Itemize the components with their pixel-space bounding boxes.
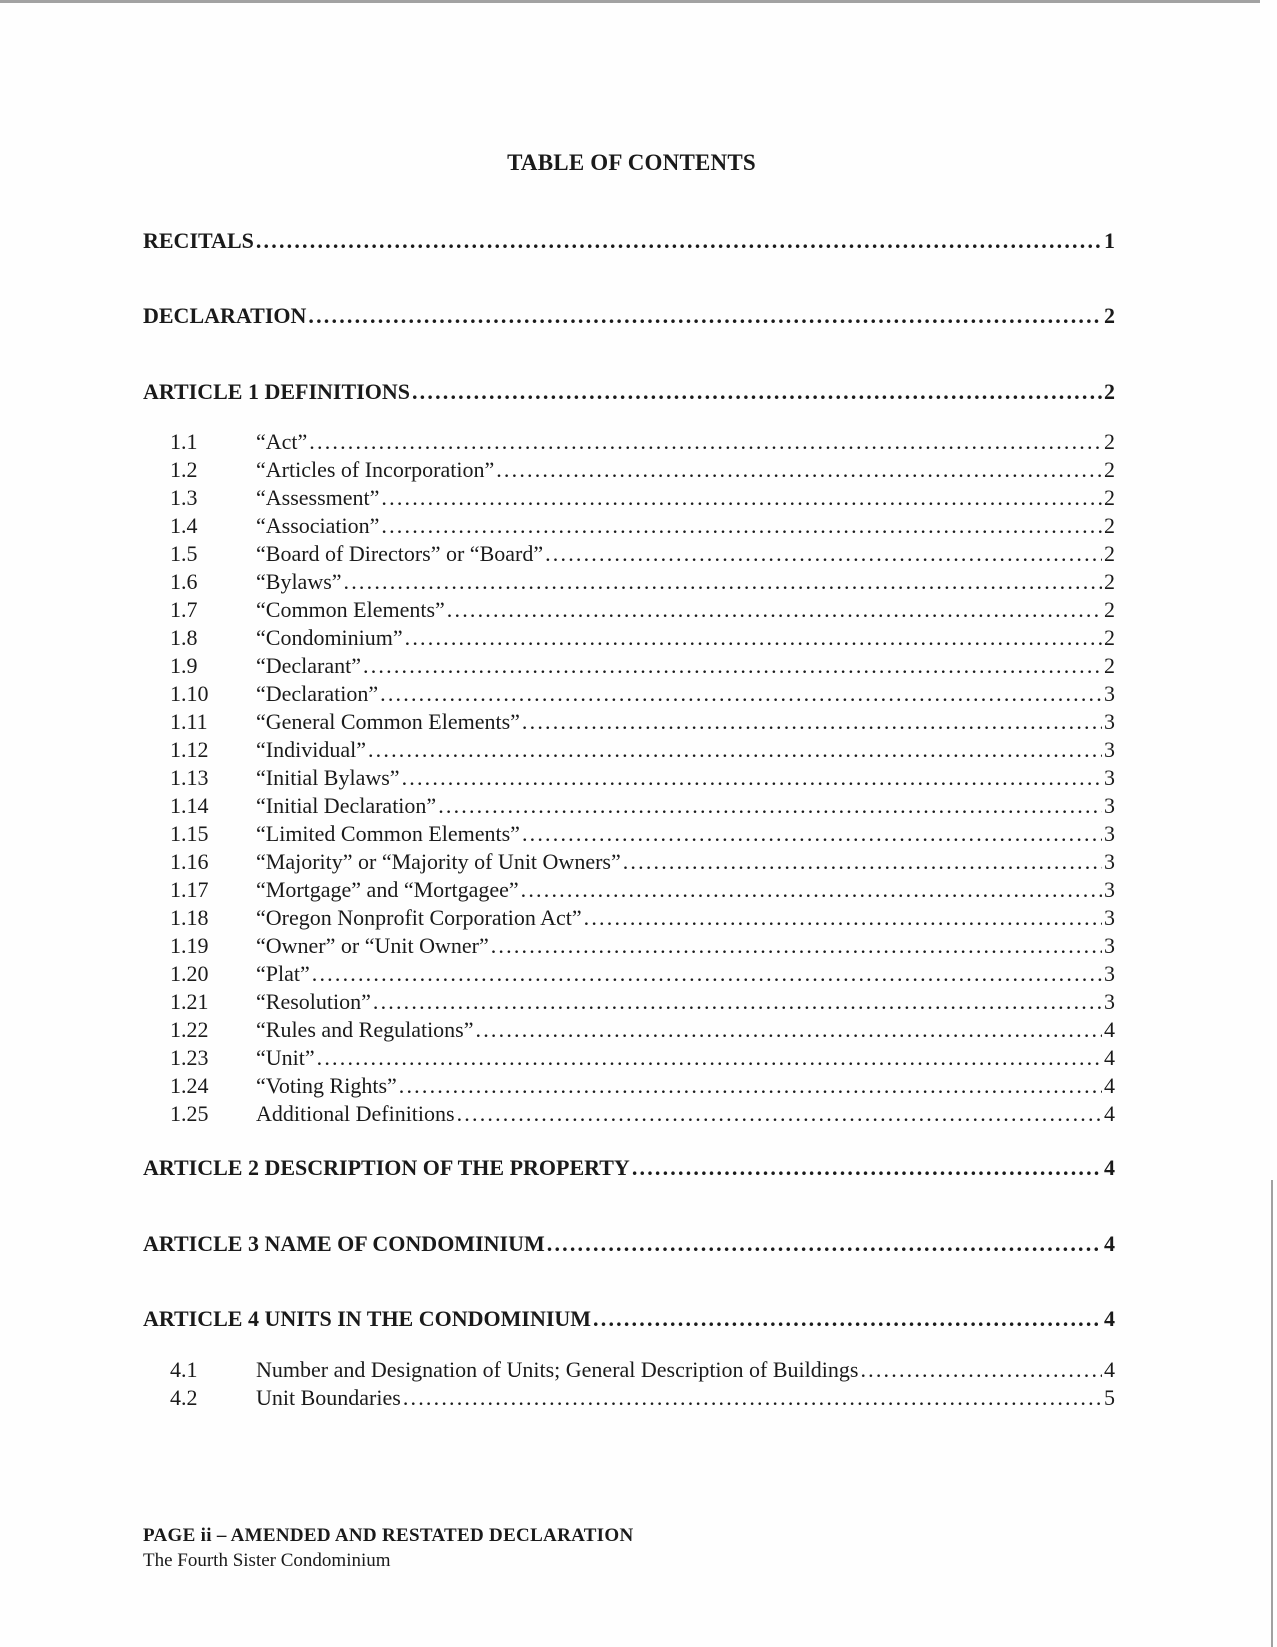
toc-page-number: 2: [1104, 457, 1115, 482]
toc-entry-number: 1.18: [170, 905, 209, 930]
toc-heading-entry: [143, 303, 1115, 329]
toc-subentry: [170, 849, 1115, 875]
toc-subentry: [170, 569, 1115, 595]
dot-leader: [317, 1045, 1102, 1071]
footer-subtitle: The Fourth Sister Condominium: [143, 1550, 391, 1571]
toc-entry-number: 1.16: [170, 849, 209, 874]
toc-subentry: [170, 905, 1115, 931]
toc-entry-label: “Majority” or “Majority of Unit Owners”: [256, 849, 621, 874]
toc-subentry: [170, 429, 1115, 455]
toc-entry-number: 1.2: [170, 457, 198, 482]
toc-entry-label: “Resolution”: [256, 989, 371, 1014]
toc-entry-label: “Articles of Incorporation”: [256, 457, 495, 482]
toc-entry-number: 1.25: [170, 1101, 209, 1126]
toc-page-number: 2: [1104, 653, 1115, 678]
toc-entry-number: 4.2: [170, 1385, 198, 1410]
toc-entry-number: 4.1: [170, 1357, 198, 1382]
toc-subentry: [170, 1045, 1115, 1071]
toc-page-number: 2: [1104, 625, 1115, 650]
dot-leader: [309, 429, 1102, 455]
toc-entry-label: Unit Boundaries: [256, 1385, 401, 1410]
toc-entry-number: 1.3: [170, 485, 198, 510]
dot-leader: [373, 989, 1102, 1015]
toc-page-number: 4: [1104, 1101, 1115, 1126]
scan-edge-right: [1271, 1180, 1273, 1647]
dot-leader: [402, 765, 1102, 791]
toc-entry-number: 1.6: [170, 569, 198, 594]
toc-entry-label: “Bylaws”: [256, 569, 342, 594]
toc-entry-label: “Limited Common Elements”: [256, 821, 520, 846]
toc-page-number: 4: [1104, 1155, 1115, 1180]
dot-leader: [632, 1155, 1102, 1181]
toc-entry-label: “Declaration”: [256, 681, 379, 706]
toc-page-number: 2: [1104, 485, 1115, 510]
page-title: TABLE OF CONTENTS: [507, 150, 756, 175]
toc-subentry: [170, 541, 1115, 567]
toc-entry-label: “Voting Rights”: [256, 1073, 397, 1098]
toc-page-number: 3: [1104, 793, 1115, 818]
toc-entry-number: 1.8: [170, 625, 198, 650]
toc-subentry: [170, 1017, 1115, 1043]
toc-entry-label: “Plat”: [256, 961, 310, 986]
toc-page-number: 3: [1104, 765, 1115, 790]
toc-entry-label: Additional Definitions: [256, 1101, 455, 1126]
toc-entry-number: 1.24: [170, 1073, 209, 1098]
dot-leader: [623, 849, 1102, 875]
toc-entry-number: 1.17: [170, 877, 209, 902]
toc-entry-label: “Declarant”: [256, 653, 362, 678]
toc-entry-number: 1.20: [170, 961, 209, 986]
toc-page-number: 2: [1104, 303, 1115, 328]
toc-entry-number: 1.14: [170, 793, 209, 818]
dot-leader: [496, 457, 1102, 483]
dot-leader: [491, 933, 1102, 959]
dot-leader: [521, 877, 1102, 903]
toc-subentry: [170, 737, 1115, 763]
dot-leader: [438, 793, 1102, 819]
toc-subentry: [170, 1073, 1115, 1099]
toc-entry-number: 1.4: [170, 513, 198, 538]
dot-leader: [457, 1101, 1102, 1127]
toc-entry-label: “Initial Declaration”: [256, 793, 437, 818]
toc-entry-label: “Mortgage” and “Mortgagee”: [256, 877, 519, 902]
dot-leader: [381, 513, 1102, 539]
dot-leader: [399, 1073, 1102, 1099]
toc-entry-label: “Common Elements”: [256, 597, 445, 622]
toc-entry-label: RECITALS: [143, 228, 254, 253]
toc-subentry: [170, 1357, 1115, 1383]
dot-leader: [522, 821, 1102, 847]
toc-page-number: 2: [1104, 569, 1115, 594]
dot-leader: [593, 1306, 1102, 1332]
toc-heading-entry: [143, 379, 1115, 405]
toc-entry-number: 1.15: [170, 821, 209, 846]
dot-leader: [412, 379, 1102, 405]
dot-leader: [363, 653, 1102, 679]
dot-leader: [547, 1231, 1102, 1257]
toc-entry-number: 1.19: [170, 933, 209, 958]
toc-subentry: [170, 765, 1115, 791]
toc-entry-number: 1.11: [170, 709, 208, 734]
toc-entry-number: 1.10: [170, 681, 209, 706]
toc-page-number: 2: [1104, 513, 1115, 538]
toc-page-number: 3: [1104, 961, 1115, 986]
toc-heading-entry: [143, 1155, 1115, 1181]
toc-subentry: [170, 793, 1115, 819]
toc-subentry: [170, 513, 1115, 539]
toc-entry-label: “Condominium”: [256, 625, 403, 650]
toc-page-number: 3: [1104, 877, 1115, 902]
toc-entry-number: 1.23: [170, 1045, 209, 1070]
toc-entry-label: “Individual”: [256, 737, 366, 762]
dot-leader: [381, 485, 1102, 511]
toc-entry-number: 1.21: [170, 989, 209, 1014]
toc-entry-label: “Initial Bylaws”: [256, 765, 400, 790]
toc-entry-number: 1.13: [170, 765, 209, 790]
toc-entry-number: 1.5: [170, 541, 198, 566]
toc-entry-label: Number and Designation of Units; General Description of Buildings: [256, 1357, 859, 1382]
toc-entry-number: 1.9: [170, 653, 198, 678]
footer-title: PAGE ii – AMENDED AND RESTATED DECLARATION: [143, 1525, 634, 1546]
toc-page-number: 4: [1104, 1306, 1115, 1331]
dot-leader: [312, 961, 1102, 987]
dot-leader: [545, 541, 1102, 567]
toc-entry-label: “General Common Elements”: [256, 709, 520, 734]
toc-page-number: 2: [1104, 541, 1115, 566]
dot-leader: [447, 597, 1102, 623]
dot-leader: [522, 709, 1102, 735]
dot-leader: [368, 737, 1102, 763]
toc-page-number: 2: [1104, 429, 1115, 454]
toc-entry-label: DECLARATION: [143, 303, 307, 328]
toc-entry-label: “Board of Directors” or “Board”: [256, 541, 544, 566]
toc-page-number: 3: [1104, 821, 1115, 846]
dot-leader: [403, 1385, 1102, 1411]
toc-subentry: [170, 709, 1115, 735]
toc-heading-entry: [143, 1306, 1115, 1332]
scan-edge-top: [0, 0, 1260, 3]
toc-page-number: 3: [1104, 989, 1115, 1014]
toc-subentry: [170, 457, 1115, 483]
toc-entry-label: ARTICLE 2 DESCRIPTION OF THE PROPERTY: [143, 1155, 630, 1180]
toc-subentry: [170, 961, 1115, 987]
toc-subentry: [170, 597, 1115, 623]
toc-subentry: [170, 821, 1115, 847]
toc-entry-label: “Owner” or “Unit Owner”: [256, 933, 489, 958]
toc-entry-label: “Association”: [256, 513, 380, 538]
toc-page-number: 4: [1104, 1073, 1115, 1098]
toc-entry-label: “Assessment”: [256, 485, 380, 510]
toc-page-number: 3: [1104, 849, 1115, 874]
toc-subentry: [170, 653, 1115, 679]
toc-page-number: 2: [1104, 597, 1115, 622]
dot-leader: [256, 228, 1102, 254]
toc-page-number: 4: [1104, 1357, 1115, 1382]
dot-leader: [344, 569, 1102, 595]
toc-page-number: 2: [1104, 379, 1115, 404]
toc-entry-label: ARTICLE 1 DEFINITIONS: [143, 379, 410, 404]
toc-entry-label: ARTICLE 4 UNITS IN THE CONDOMINIUM: [143, 1306, 592, 1331]
dot-leader: [380, 681, 1102, 707]
dot-leader: [860, 1357, 1102, 1383]
toc-subentry: [170, 625, 1115, 651]
toc-subentry: [170, 681, 1115, 707]
toc-page-number: 5: [1104, 1385, 1115, 1410]
toc-entry-label: ARTICLE 3 NAME OF CONDOMINIUM: [143, 1231, 545, 1256]
toc-entry-number: 1.22: [170, 1017, 209, 1042]
dot-leader: [476, 1017, 1102, 1043]
dot-leader: [308, 303, 1102, 329]
toc-subentry: [170, 989, 1115, 1015]
toc-page-number: 3: [1104, 681, 1115, 706]
toc-entry-number: 1.7: [170, 597, 198, 622]
toc-entry-label: “Oregon Nonprofit Corporation Act”: [256, 905, 582, 930]
toc-subentry: [170, 877, 1115, 903]
toc-page-number: 4: [1104, 1231, 1115, 1256]
toc-entry-label: “Unit”: [256, 1045, 315, 1070]
toc-entry-label: “Rules and Regulations”: [256, 1017, 474, 1042]
toc-subentry: [170, 933, 1115, 959]
toc-page-number: 4: [1104, 1045, 1115, 1070]
toc-subentry: [170, 1101, 1115, 1127]
toc-entry-number: 1.12: [170, 737, 209, 762]
dot-leader: [584, 905, 1102, 931]
toc-page-number: 3: [1104, 709, 1115, 734]
toc-page-number: 3: [1104, 933, 1115, 958]
toc-page-number: 3: [1104, 905, 1115, 930]
toc-page-number: 1: [1104, 228, 1115, 253]
toc-subentry: [170, 485, 1115, 511]
toc-entry-label: “Act”: [256, 429, 308, 454]
dot-leader: [405, 625, 1102, 651]
toc-heading-entry: [143, 228, 1115, 254]
toc-heading-entry: [143, 1231, 1115, 1257]
toc-entry-number: 1.1: [170, 429, 198, 454]
toc-page-number: 3: [1104, 737, 1115, 762]
toc-page-number: 4: [1104, 1017, 1115, 1042]
toc-subentry: [170, 1385, 1115, 1411]
